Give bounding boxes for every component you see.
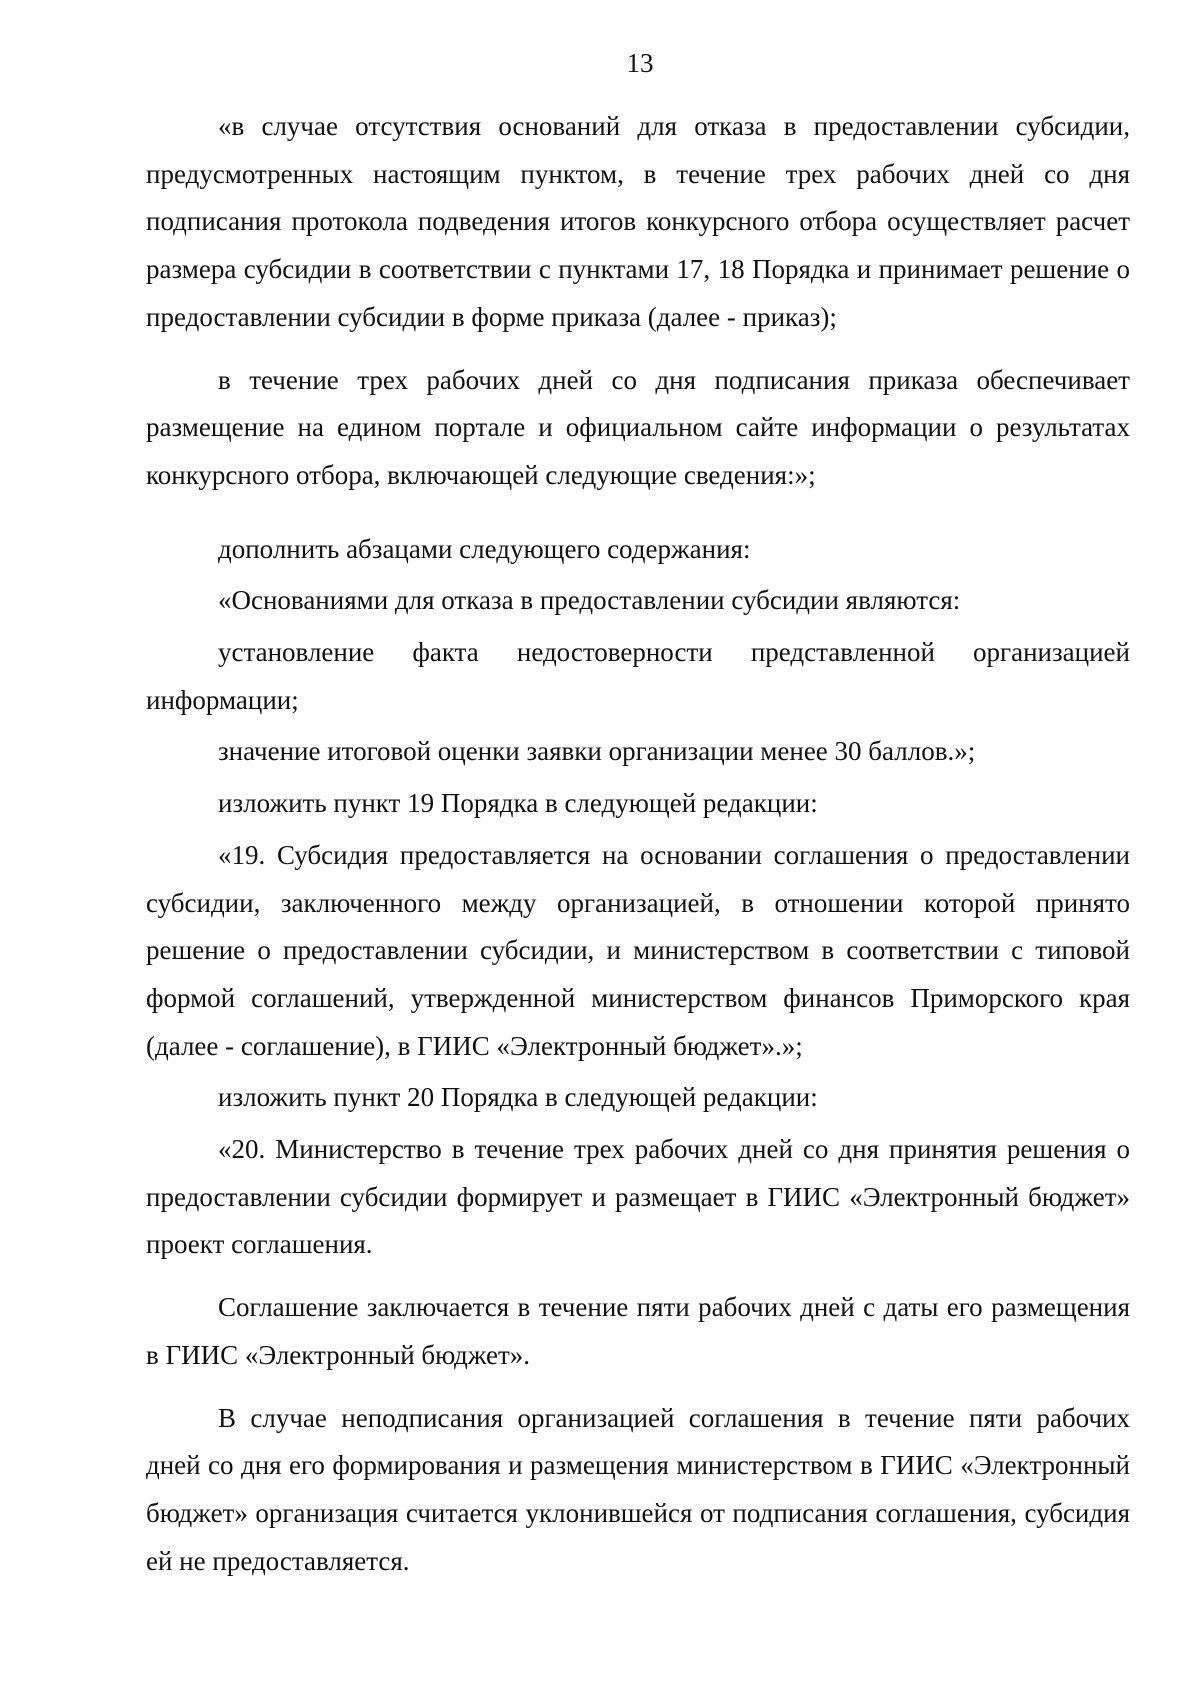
paragraph-item20-instruction: изложить пункт 20 Порядка в следующей редакции: xyxy=(218,1082,818,1113)
paragraph-supplement-instruction: дополнить абзацами следующего содержания: xyxy=(218,533,751,564)
paragraph-refusal-absence: «в случае отсутствия оснований для отказа в предоставлении субсидии, предусмотренных настоящим пунктом, в течение трех рабочих дней со дня подписания протокола подведения итогов конкурсного отбора осуществляет расчет размера субсидии в соответствии с пунктами 17, 18 Порядка и принимает решение о предоставлении субсидии в форме приказа (далее - приказ); xyxy=(146,111,1130,332)
paragraph-item19-instruction: изложить пункт 19 Порядка в следующей редакции: xyxy=(218,788,818,819)
paragraph-refusal-grounds: «Основаниями для отказа в предоставлении субсидии являются: xyxy=(218,585,961,616)
paragraph-agreement-term: Соглашение заключается в течение пяти рабочих дней с даты его размещения в ГИИС «Электронный бюджет». xyxy=(146,1292,1130,1370)
paragraph-score-threshold: значение итоговой оценки заявки организации менее 30 баллов.»; xyxy=(218,736,976,767)
paragraph-item20: «20. Министерство в течение трех рабочих дней со дня принятия решения о предоставлении субсидии формирует и размещает в ГИИС «Электронный бюджет» проект соглашения. xyxy=(146,1134,1130,1260)
paragraph-item19: «19. Субсидия предоставляется на основании соглашения о предоставлении субсидии, заключенного между организацией, в отношении которой принято решение о предоставлении субсидии, и министерством в соответствии с типовой формой соглашений, утвержденной министерством финансов Приморского края (далее - соглашение), в ГИИС «Электронный бюджет».»; xyxy=(146,839,1130,1061)
paragraph-unreliable-info: установление факта недостоверности представленной организацией информации; xyxy=(146,637,1130,715)
document-body xyxy=(146,103,1130,1585)
paragraph-non-signing: В случае неподписания организацией соглашения в течение пяти рабочих дней со дня его формирования и размещения министерством в ГИИС «Электронный бюджет» организация считается уклонившейся от подписания соглашения, субсидия ей не предоставляется. xyxy=(146,1402,1130,1576)
page-number: 13 xyxy=(626,48,654,78)
paragraph-publication: в течение трех рабочих дней со дня подписания приказа обеспечивает размещение на едином портале и официальном сайте информации о результатах конкурсного отбора, включающей следующие сведения:»; xyxy=(146,364,1130,490)
